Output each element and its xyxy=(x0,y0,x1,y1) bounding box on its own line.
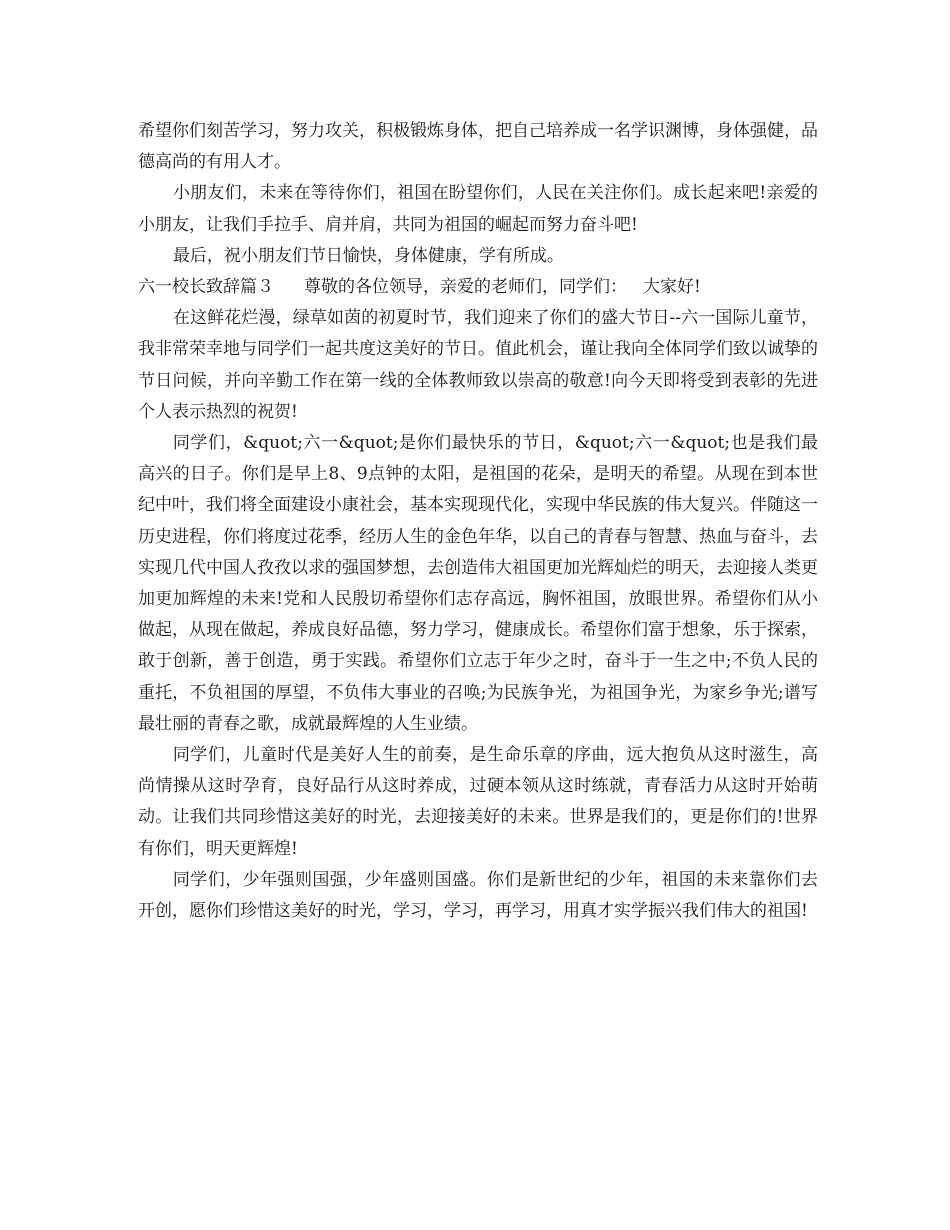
paragraph-opening: 在这鲜花烂漫，绿草如茵的初夏时节，我们迎来了你们的盛大节日--六一国际儿童节，我非常荣幸地与同学们一起共度这美好的节日。值此机会，谨让我向全体同学们致以诚挚的节日问候，并向辛勤工作在第一线的全体教师致以崇高的敬意!向今天即将受到表彰的先进个人表示热烈的祝贺! xyxy=(138,308,818,422)
document-body xyxy=(138,116,818,927)
section-title: 六一校长致辞篇３ xyxy=(138,277,274,298)
paragraph-childhood: 同学们，儿童时代是美好人生的前奏，是生命乐章的序曲，远大抱负从这时滋生，高尚情操从这时孕育，良好品行从这时养成，过硬本领从这时练就，青春活力从这时开始萌动。让我们共同珍惜这美好的时光，去迎接美好的未来。世界是我们的，更是你们的!世界有你们，明天更辉煌! xyxy=(138,745,818,859)
section-heading-line xyxy=(138,272,818,303)
paragraph-closing-wishes: 最后，祝小朋友们节日愉快，身体健康，学有所成。 xyxy=(172,245,564,266)
greeting: 大家好! xyxy=(643,277,701,298)
paragraph-youth-strength: 同学们，少年强则国强，少年盛则国盛。你们是新世纪的少年，祖国的未来靠你们去开创，愿你们珍惜这美好的时光，学习，学习，再学习，用真才实学振兴我们伟大的祖国! xyxy=(138,869,818,922)
paragraph-hopes: 同学们，&quot;六一&quot;是你们最快乐的节日，&quot;六一&quot;也是我们最高兴的日子。你们是早上8、9点钟的太阳，是祖国的花朵，是明天的希望。从现在到本世纪中叶，我们将全面建设小康社会，基本实现现代化，实现中华民族的伟大复兴。伴随这一历史进程，你们将度过花季，经历人生的金色年华，以自己的青春与智慧、热血与奋斗，去实现几代中国人孜孜以求的强国梦想，去创造伟大祖国更加光辉灿烂的明天，去迎接人类更加更加辉煌的未来!党和人民殷切希望你们志存高远，胸怀祖国，放眼世界。希望你们从小做起，从现在做起，养成良好品德，努力学习，健康成长。希望你们富于想象，乐于探索，敢于创新，善于创造，勇于实践。希望你们立志于年少之时，奋斗于一生之中;不负人民的重托，不负祖国的厚望，不负伟大事业的召唤;为民族争光，为祖国争光，为家乡争光;谱写最壮丽的青春之歌，成就最辉煌的人生业绩。 xyxy=(138,433,818,734)
paragraph-continuation: 希望你们刻苦学习，努力攻关，积极锻炼身体，把自己培养成一名学识渊博，身体强健，品德高尚的有用人才。 xyxy=(138,121,818,173)
paragraph-future: 小朋友们，未来在等待你们，祖国在盼望你们，人民在关注你们。成长起来吧!亲爱的小朋友，让我们手拉手、肩并肩，共同为祖国的崛起而努力奋斗吧! xyxy=(138,183,818,235)
salutation: 尊敬的各位领导，亲爱的老师们，同学们： xyxy=(304,277,627,298)
